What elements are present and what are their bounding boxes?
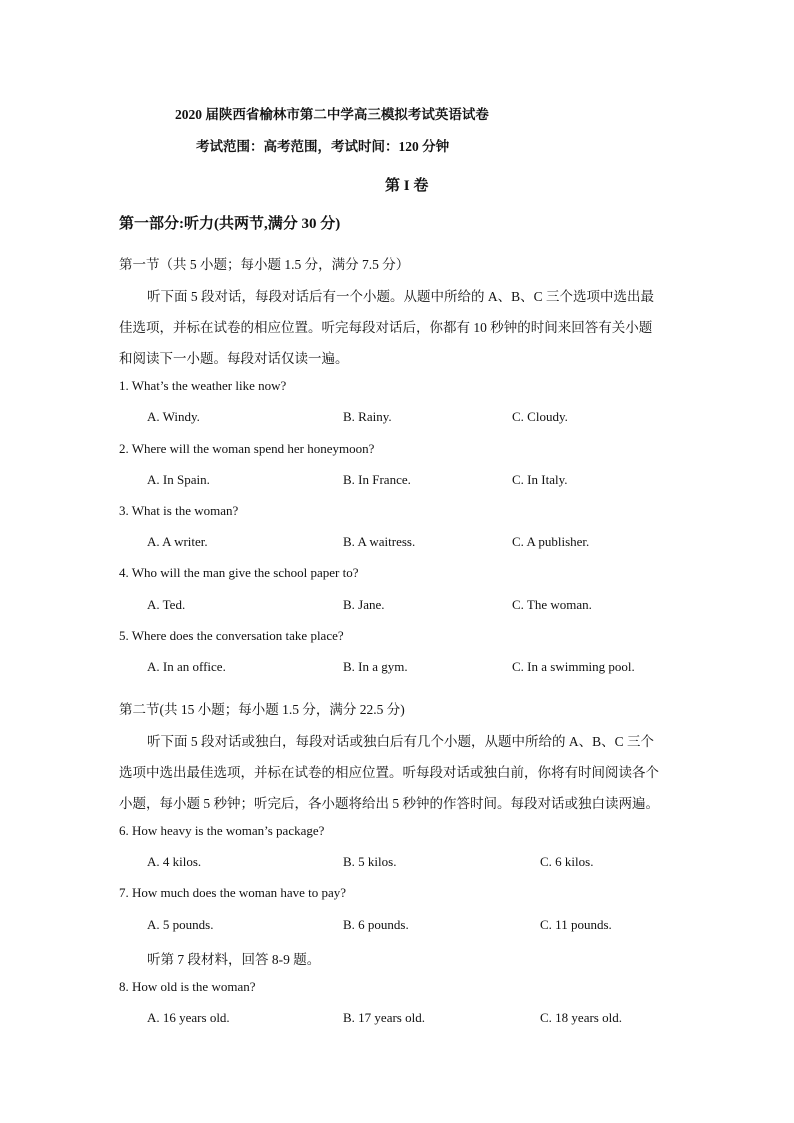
- section2-heading: 第二节(共 15 小题；每小题 1.5 分，满分 22.5 分): [119, 702, 405, 717]
- exam-subtitle: 考试范围：高考范围，考试时间：120 分钟: [196, 139, 450, 154]
- option-b: B. Jane.: [343, 597, 385, 612]
- option-a: A. Ted.: [147, 597, 186, 612]
- question-8: 8. How old is the woman?: [119, 979, 256, 994]
- question-3: 3. What is the woman?: [119, 503, 239, 518]
- material-note: 听第 7 段材料，回答 8-9 题。: [147, 952, 321, 967]
- option-a: A. A writer.: [147, 534, 208, 549]
- option-b: B. 17 years old.: [343, 1010, 425, 1025]
- option-b: B. 5 kilos.: [343, 854, 397, 869]
- option-c: C. 11 pounds.: [540, 917, 612, 932]
- option-c: C. 18 years old.: [540, 1010, 622, 1025]
- option-c: C. In Italy.: [512, 472, 568, 487]
- section1-heading: 第一节（共 5 小题；每小题 1.5 分，满分 7.5 分）: [119, 257, 410, 272]
- section2-instruction-line: 选项中选出最佳选项，并标在试卷的相应位置。听每段对话或独白前，你将有时间阅读各个: [119, 765, 659, 780]
- section2-instruction-line: 小题，每小题 5 秒钟；听完后，各小题将给出 5 秒钟的作答时间。每段对话或独白读两遍。: [119, 796, 659, 811]
- option-b: B. 6 pounds.: [343, 917, 409, 932]
- exam-title: 2020 届陕西省榆林市第二中学高三模拟考试英语试卷: [175, 107, 489, 122]
- question-7: 7. How much does the woman have to pay?: [119, 885, 347, 900]
- option-c: C. The woman.: [512, 597, 592, 612]
- option-a: A. 16 years old.: [147, 1010, 230, 1025]
- question-4: 4. Who will the man give the school paper to?: [119, 565, 359, 580]
- option-b: B. In France.: [343, 472, 411, 487]
- section2-instruction-line: 听下面 5 段对话或独白，每段对话或独白后有几个小题，从题中所给的 A、B、C 三个: [147, 734, 655, 749]
- option-c: C. In a swimming pool.: [512, 659, 635, 674]
- option-a: A. Windy.: [147, 409, 200, 424]
- section1-instruction-line: 佳选项，并标在试卷的相应位置。听完每段对话后，你都有 10 秒钟的时间来回答有关小题: [119, 320, 653, 335]
- option-b: B. Rainy.: [343, 409, 392, 424]
- option-a: A. In Spain.: [147, 472, 210, 487]
- option-c: C. Cloudy.: [512, 409, 568, 424]
- question-2: 2. Where will the woman spend her honeymoon?: [119, 441, 375, 456]
- question-1: 1. What’s the weather like now?: [119, 378, 287, 393]
- option-a: A. 5 pounds.: [147, 917, 214, 932]
- option-c: C. A publisher.: [512, 534, 590, 549]
- volume-heading: 第 I 卷: [385, 178, 429, 194]
- question-6: 6. How heavy is the woman’s package?: [119, 823, 325, 838]
- option-a: A. 4 kilos.: [147, 854, 202, 869]
- question-5: 5. Where does the conversation take place?: [119, 628, 344, 643]
- option-b: B. In a gym.: [343, 659, 408, 674]
- option-b: B. A waitress.: [343, 534, 416, 549]
- section1-instruction-line: 和阅读下一小题。每段对话仅读一遍。: [119, 351, 349, 366]
- option-a: A. In an office.: [147, 659, 226, 674]
- part1-heading: 第一部分:听力(共两节,满分 30 分): [119, 216, 341, 232]
- option-c: C. 6 kilos.: [540, 854, 594, 869]
- section1-instruction-line: 听下面 5 段对话，每段对话后有一个小题。从题中所给的 A、B、C 三个选项中选出最: [147, 289, 655, 304]
